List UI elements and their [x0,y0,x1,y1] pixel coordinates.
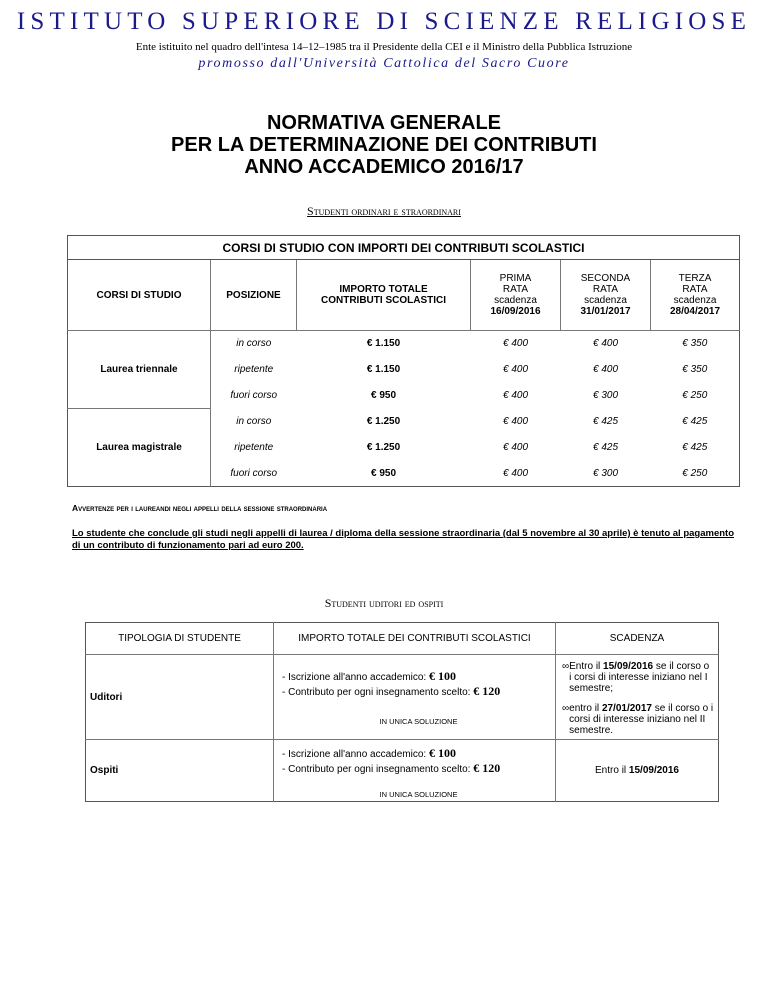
installment-3-cell: € 250 [682,390,708,401]
table-title: CORSI DI STUDIO CON IMPORTI DEI CONTRIBUTI SCOLASTICI [68,236,740,260]
installment-2-cell: € 425 [592,416,619,427]
header-r2-c: scadenza [584,295,627,306]
ospiti-line2-text: - Contributo per ogni insegnamento scelto: [282,764,471,775]
installment-1-cell: € 400 [502,364,529,375]
installment-2-cell: € 400 [592,364,619,375]
institute-promoter: promosso dall'Università Cattolica del Sacro Cuore [198,56,570,71]
installment-1-cell: € 400 [502,442,529,453]
title-line-2: PER LA DETERMINAZIONE DEI CONTRIBUTI [171,134,597,156]
amount-cell-ospiti [274,740,556,802]
header-r2-d: 31/01/2017 [580,306,631,317]
ospiti-note: IN UNICA SOLUZIONE [379,790,458,799]
installment-2-cell: € 400 [561,331,651,357]
uditori-b2-date: 27/01/2017 [601,703,652,714]
ospiti-line1-amount: € 100 [428,746,456,760]
course-cell: Laurea magistrale [68,409,211,487]
institute-name: ISTITUTO SUPERIORE DI SCIENZE RELIGIOSE [16,8,752,35]
uditori-note: IN UNICA SOLUZIONE [379,717,458,726]
table-row-ospiti [86,740,719,802]
section-heading-auditors: Studenti uditori ed ospiti [324,596,444,610]
installment-3-cell: € 250 [682,467,708,479]
table-row [68,409,740,435]
header-r1-a: PRIMA [499,273,532,284]
student-type-ospiti: Ospiti [86,740,274,802]
installment-3-cell: € 425 [682,442,708,453]
header-total: IMPORTO TOTALE CONTRIBUTI SCOLASTICI [297,260,471,331]
title-line-3: ANNO ACCADEMICO 2016/17 [244,156,524,178]
header-student-type: TIPOLOGIA DI STUDENTE [118,633,241,644]
total-cell: € 950 [370,390,397,401]
student-type-uditori: Uditori [86,655,274,740]
header-r2-b: RATA [592,284,619,295]
position-cell: in corso [211,331,297,357]
uditori-line2-text: - Contributo per ogni insegnamento scelto: [282,687,471,698]
total-cell: € 1.150 [366,364,401,375]
uditori-b2-post: se il corso o i corsi di interesse iniziano nel II semestre. [569,703,714,736]
header-r1-d: 16/09/2016 [490,306,541,317]
header-course: CORSI DI STUDIO [96,289,182,301]
bullet-icon: ∞ [562,703,570,714]
header-position: POSIZIONE [211,260,297,331]
installment-2-cell: € 425 [592,442,619,453]
uditori-b1-post: se il corso o i corsi di interesse iniziano nel I semestre; [569,661,710,694]
warning-heading: Avvertenze per i laureandi negli appelli della sessione straordinaria [72,503,328,513]
uditori-line1-text: - Iscrizione all'anno accademico: [282,672,427,683]
installment-1-cell: € 400 [471,331,561,357]
installment-2-cell: € 300 [592,390,619,401]
header-r2-a: SECONDA [580,273,631,284]
header-amount: IMPORTO TOTALE DEI CONTRIBUTI SCOLASTICI [274,623,556,655]
header-deadline: SCADENZA [556,623,719,655]
institute-subtitle: Ente istituito nel quadro dell'intesa 14–12–1985 tra il Presidente della CEI e il Ministro della Pubblica Istruzione [135,41,633,53]
header-r3-d: 28/04/2017 [669,306,721,317]
position-cell: fuori corso [211,383,297,409]
ospiti-line1-text: - Iscrizione all'anno accademico: [282,749,427,760]
uditori-b1-date: 15/09/2016 [603,661,654,672]
installment-2-cell: € 300 [592,467,619,479]
total-cell: € 950 [370,467,397,479]
installment-3-cell: € 350 [651,331,740,357]
total-cell: € 1.250 [366,442,401,453]
document-title [0,112,768,178]
title-line-1: NORMATIVA GENERALE [266,112,502,134]
position-cell: ripetente [211,357,297,383]
table-header-row [86,623,719,655]
uditori-b2-pre: entro il [569,703,600,714]
amount-cell-uditori [274,655,556,740]
uditori-b1-pre: Entro il [569,661,601,672]
course-cell: Laurea triennale [68,331,211,409]
installment-1-cell: € 400 [502,390,529,401]
installment-1-cell: € 400 [502,416,529,427]
ospiti-deadline-date: 15/09/2016 [628,765,679,776]
installment-1-cell: € 400 [502,467,529,479]
deadline-cell-uditori [556,655,719,740]
bullet-icon: ∞ [562,661,570,672]
uditori-line2-amount: € 120 [473,684,501,698]
header-r1-c: scadenza [494,295,537,306]
ospiti-deadline-pre: Entro il [595,765,627,776]
ospiti-line2-amount: € 120 [473,761,501,775]
header-second-installment [561,260,651,331]
header-r3-c: scadenza [673,295,717,306]
position-cell: fuori corso [211,461,297,487]
table-row [68,331,740,357]
uditori-line1-amount: € 100 [428,669,456,683]
auditors-table [85,622,719,802]
warning-text: Lo studente che conclude gli studi negli appelli di laurea / diploma della sessione straordinaria (dal 5 novembre al 30 aprile) è tenuto al pagamento di un contributo di funzionamento pari ad euro 200. [72,528,734,551]
section-heading-ordinary-students: Studenti ordinari e straordinari [307,204,461,218]
deadline-cell-ospiti [556,740,719,802]
header-r1-b: RATA [502,284,529,295]
total-cell: € 1.150 [297,331,471,357]
installment-3-cell: € 350 [682,364,708,375]
header-r3-b: RATA [682,284,708,295]
header-r3-a: TERZA [678,273,712,284]
installment-3-cell: € 425 [682,416,708,427]
header-third-installment [651,260,740,331]
position-cell: in corso [211,409,297,435]
position-cell: ripetente [211,435,297,461]
header-first-installment [471,260,561,331]
table-header-row [68,260,740,331]
contributions-table [67,235,740,487]
total-cell: € 1.250 [366,416,401,427]
table-row-uditori [86,655,719,740]
